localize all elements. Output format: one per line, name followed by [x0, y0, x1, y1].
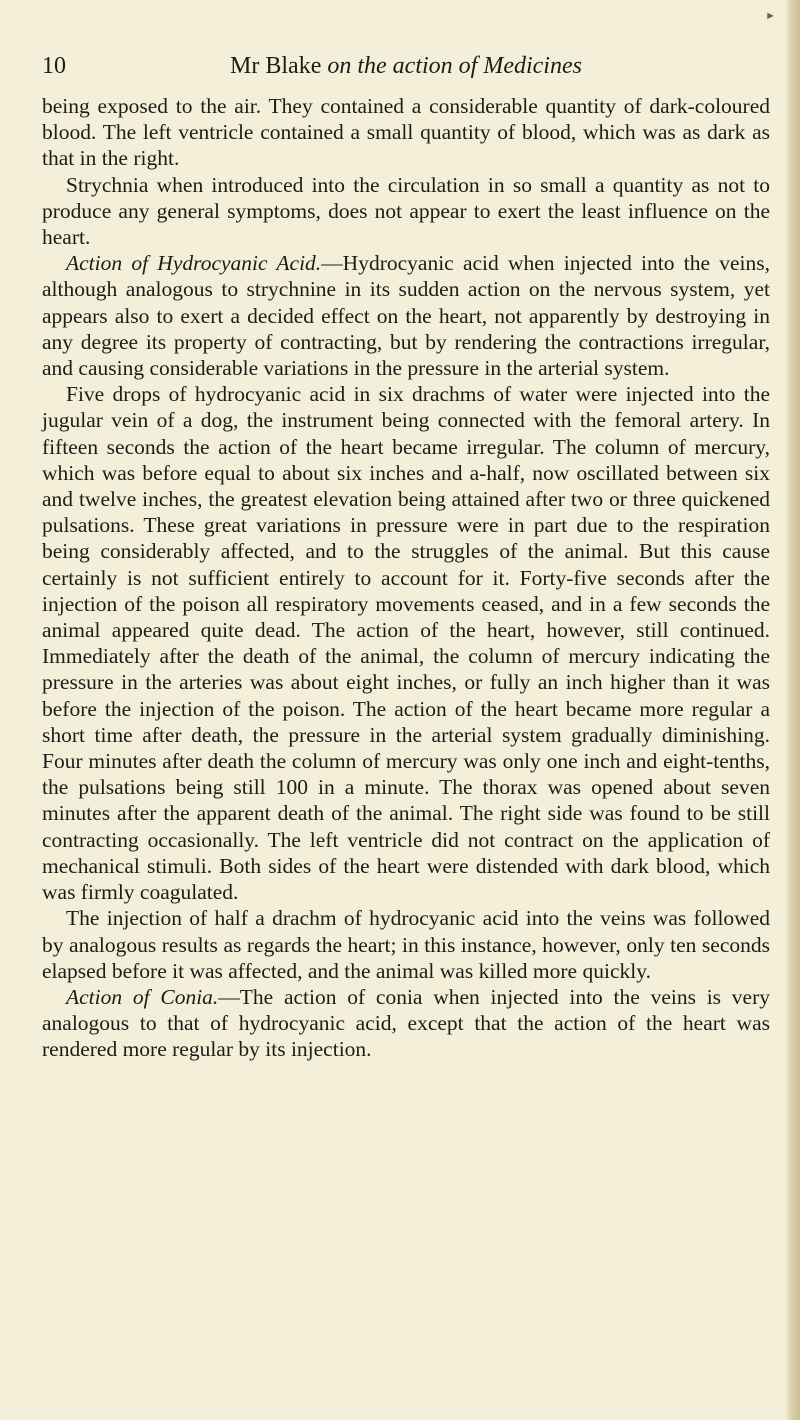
paragraph-1 — [42, 93, 770, 172]
paragraph-1-text: being exposed to the air. They contained a considerable quantity of dark-coloured blood. The left ventricle contained a small quantity of blood, which was as dark as that in the right. — [42, 94, 770, 171]
paragraph-2 — [42, 172, 770, 251]
running-head-subtitle: on the action of Medicines — [327, 53, 582, 79]
page-edge — [786, 0, 800, 1420]
running-head-author: Mr Blake — [230, 53, 322, 79]
running-head — [42, 50, 770, 82]
paragraph-4-text: Five drops of hydrocyanic acid in six drachms of water were injected into the jugular vein of a dog, the instrument being connected with the femoral artery. In fifteen seconds the action of the heart became irregular. The column of mercury, which was before equal to about six inches and a-half, now oscillated between six and twelve inches, the greatest elevation being attained after two or three quickened pulsations. These great variations in pressure were in part due to the respiration being considerably affected, and to the struggles of the animal. But this cause certainly is not sufficient entirely to account for it. Forty-five seconds after the injection of the poison all respiratory movements ceased, and in a few seconds the animal appeared quite dead. The action of the heart, however, still continued. Immediately after the death of the animal, the column of mercury indicating the pressure in the arteries was about eight inches, or fully an inch higher than it was before the injection of the poison. The action of the heart became more regular a short time after death, the pressure in the arterial system gradually diminishing. Four minutes after death the column of mercury was only one inch and eight-tenths, the pulsations being still 100 in a minute. The thorax was opened about seven minutes after the apparent death of the animal. The right side was found to be still contracting occasionally. The left ventricle did not contract on the application of mechanical stimuli. Both sides of the heart were distended with dark blood, which was firmly coagulated. — [42, 382, 770, 905]
paragraph-3-text: —Hydrocyanic acid when injected into the veins, although analogous to strychnine in its sudden action on the nervous system, yet appears also to exert a decided effect on the heart, not apparently by destroying in any degree its property of contracting, but by rendering the contractions irregular, and causing considerable variations in the pressure in the arterial system. — [42, 251, 770, 381]
paragraph-5 — [42, 905, 770, 984]
paragraph-2-text: Strychnia when introduced into the circulation in so small a quantity as not to produce any general symptoms, does not appear to exert the least influence on the heart. — [42, 172, 770, 250]
body-text — [42, 93, 770, 1063]
paragraph-4 — [42, 381, 770, 905]
paragraph-6-text: —The action of conia when injected into the veins is very analogous to that of hydrocyanic acid, except that the action of the heart was rendered more regular by its injection. — [42, 984, 770, 1062]
section-heading-hydrocyanic-acid: Action of Hydrocyanic Acid. — [66, 251, 322, 276]
running-head-title — [42, 50, 770, 82]
section-heading-conia: Action of Conia. — [66, 984, 219, 1009]
paragraph-3 — [42, 250, 770, 381]
corner-mark: ► — [765, 10, 776, 22]
paragraph-5-text: The injection of half a drachm of hydrocyanic acid into the veins was followed by analogous results as regards the heart; in this instance, however, only ten seconds elapsed before it was affected, and the animal was killed more quickly. — [42, 906, 770, 983]
page-number: 10 — [42, 53, 66, 79]
paragraph-6 — [42, 984, 770, 1063]
